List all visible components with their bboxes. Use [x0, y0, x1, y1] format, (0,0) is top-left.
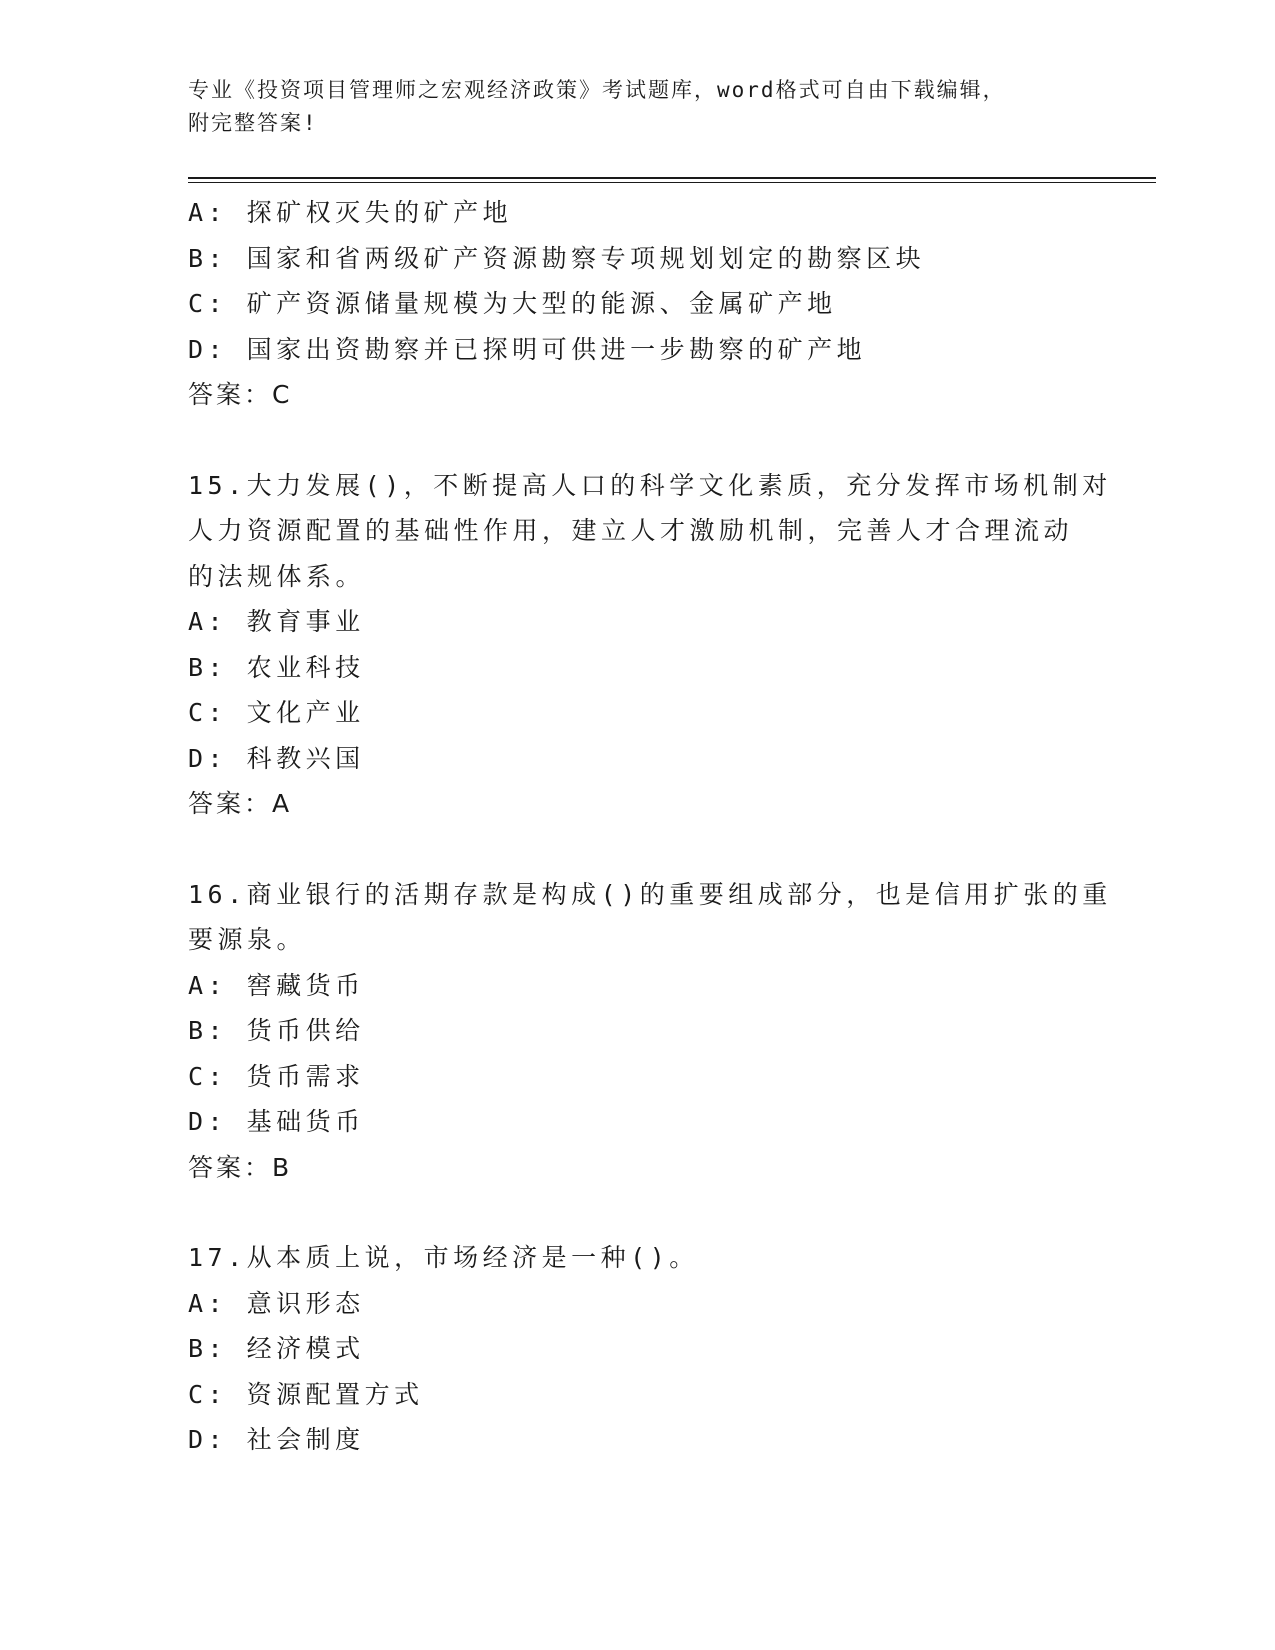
header-line-1: 专业《投资项目管理师之宏观经济政策》考试题库，word格式可自由下载编辑，	[188, 78, 1006, 102]
header-divider-thin	[188, 182, 1156, 183]
header-divider-thick	[188, 177, 1156, 179]
option-a: A: 探矿权灭失的矿产地	[188, 198, 513, 227]
option-c: C: 货币需求	[188, 1061, 365, 1091]
option-b: B: 经济模式	[188, 1334, 365, 1363]
option-d: D: 国家出资勘察并已探明可供进一步勘察的矿产地	[188, 334, 867, 364]
answer-line: 答案：A	[188, 789, 293, 818]
header-line-2: 附完整答案!	[188, 111, 318, 135]
option-c: C: 矿产资源储量规模为大型的能源、金属矿产地	[188, 289, 837, 318]
question-stem-line: 15.大力发展()，不断提高人口的科学文化素质，充分发挥市场机制对	[188, 470, 1112, 500]
question-14	[188, 190, 1088, 418]
option-b: B: 农业科技	[188, 652, 365, 682]
option-c: C: 资源配置方式	[188, 1379, 424, 1409]
question-list	[188, 190, 1112, 1463]
question-stem-line: 人力资源配置的基础性作用，建立人才激励机制，完善人才合理流动	[188, 516, 1074, 545]
option-c: C: 文化产业	[188, 698, 365, 727]
question-15	[188, 463, 1112, 827]
question-17	[188, 1235, 1088, 1463]
option-b: B: 货币供给	[188, 1016, 365, 1045]
question-stem-line: 17.从本质上说，市场经济是一种()。	[188, 1243, 699, 1272]
option-d: D: 科教兴国	[188, 743, 365, 773]
document-header	[188, 74, 1088, 140]
option-d: D: 社会制度	[188, 1425, 365, 1454]
answer-line: 答案：C	[188, 380, 293, 409]
option-d: D: 基础货币	[188, 1107, 365, 1136]
option-a: A: 窖藏货币	[188, 970, 365, 1000]
option-a: A: 教育事业	[188, 607, 365, 636]
question-16	[188, 872, 1112, 1191]
answer-line: 答案：B	[188, 1152, 293, 1182]
question-stem-line: 要源泉。	[188, 925, 307, 954]
question-stem-line: 的法规体系。	[188, 561, 366, 591]
option-b: B: 国家和省两级矿产资源勘察专项规划划定的勘察区块	[188, 243, 926, 273]
option-a: A: 意识形态	[188, 1288, 365, 1318]
question-stem-line: 16.商业银行的活期存款是构成()的重要组成部分，也是信用扩张的重	[188, 879, 1112, 909]
